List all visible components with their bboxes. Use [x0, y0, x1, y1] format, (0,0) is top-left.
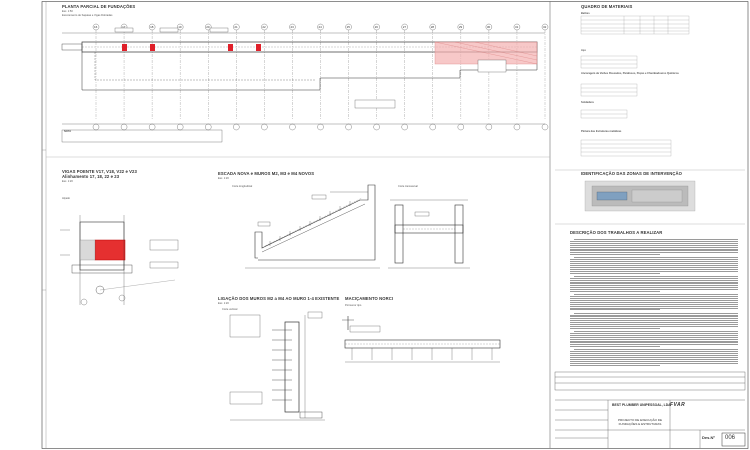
grid-label: 19 — [178, 24, 182, 29]
description-line — [574, 313, 738, 314]
grid-label: 22 — [262, 24, 266, 29]
stair-long-caption: Corte longitudinal — [232, 185, 253, 188]
description-line — [570, 283, 738, 284]
zones-title: IDENTIFICAÇÃO DAS ZONAS DE INTERVENÇÃO — [581, 171, 682, 176]
connection-title: LIGAÇÃO DOS MUROS M2 a M4 AO MURO 1-4 EXISTENTE — [218, 296, 340, 301]
description-line — [570, 346, 660, 347]
description-line — [570, 267, 738, 268]
stair-longitudinal-section — [245, 185, 380, 268]
description-line — [570, 300, 738, 301]
description-line — [570, 344, 738, 345]
grid-bubble-bottom — [514, 124, 520, 130]
wall-connection-section — [230, 312, 325, 420]
vigas-section — [60, 215, 178, 305]
materials-section-1: Aço — [581, 49, 586, 52]
company-name: BEST PLUMBER UNIPESSOAL, LDA — [612, 403, 671, 407]
grid-bubble-bottom — [289, 124, 295, 130]
description-line — [570, 324, 738, 325]
description-line — [570, 298, 738, 299]
drawing-number-label: Des.Nº — [702, 435, 715, 440]
materials-section-2: Ancoragem de Varões Roscados, Parafusos, Peças e Chumbadouros Químicos — [581, 72, 679, 75]
description-line — [570, 273, 660, 274]
description-line — [570, 320, 738, 321]
slab-caption: Pormenor tipo — [345, 304, 362, 307]
materials-table — [581, 16, 689, 156]
grid-label: 27 — [402, 24, 407, 29]
grid-bubble-bottom — [93, 124, 99, 130]
description-line — [570, 361, 738, 362]
stair-scale: Esc. 1:20 — [218, 177, 229, 180]
description-line — [570, 261, 738, 262]
description-line — [570, 241, 738, 242]
description-line — [570, 351, 738, 352]
description-line — [570, 269, 738, 270]
description-line — [570, 302, 738, 303]
description-line — [570, 282, 738, 283]
materials-section-0: Betões — [581, 12, 590, 15]
description-line — [570, 308, 738, 309]
connection-caption: Corte vertical — [222, 308, 238, 311]
grid-label: 24 — [318, 24, 322, 29]
description-line — [570, 252, 738, 253]
materials-section-3: Soldadura — [581, 101, 594, 104]
description-line — [570, 247, 738, 248]
description-line — [570, 365, 660, 366]
zone-plan — [585, 181, 695, 211]
grid-label: 26 — [374, 24, 378, 29]
grid-label: 18 — [150, 24, 154, 29]
grid-label: 25 — [346, 24, 350, 29]
description-line — [574, 276, 738, 277]
description-line — [570, 250, 738, 251]
grid-bubble-bottom — [402, 124, 408, 130]
connection-scale: Esc. 1:20 — [218, 302, 229, 305]
description-line — [570, 322, 738, 323]
description-line — [570, 326, 738, 327]
plan-subtitle: Escoramento de Sapatas e Vigas Dobradas — [62, 14, 113, 17]
description-line — [570, 243, 738, 244]
description-line — [570, 353, 738, 354]
description-line — [570, 341, 738, 342]
description-line — [570, 357, 738, 358]
description-line — [570, 259, 738, 260]
description-line — [574, 239, 738, 240]
description-line — [570, 291, 660, 292]
description-line — [570, 339, 738, 340]
stair-transverse-section — [388, 200, 470, 268]
grid-bubble-bottom — [486, 124, 492, 130]
grid-bubble-bottom — [346, 124, 352, 130]
materials-section-4: Pintura das Estruturas metálicas — [581, 130, 622, 133]
vigas-title: VIGAS POENTE V17, V18, V22 e V23 — [62, 169, 137, 174]
grid-label: 17 — [122, 24, 126, 29]
description-line — [570, 306, 738, 307]
vigas-scale: Esc. 1:20 — [62, 180, 73, 183]
plan-scale: Esc. 1:50 — [62, 10, 73, 13]
description-line — [570, 265, 738, 266]
description-line — [574, 294, 738, 295]
description-line — [570, 296, 738, 297]
stair-title: ESCADA NOVA e MUROS M2, M3 e M4 NOVOS — [218, 171, 315, 176]
grid-label: 23 — [290, 24, 294, 29]
description-line — [574, 257, 738, 258]
grid-bubble-bottom — [458, 124, 464, 130]
description-line — [570, 342, 738, 343]
description-line — [570, 263, 738, 264]
drawing-number: 006 — [725, 435, 736, 441]
grid-bubble-bottom — [430, 124, 436, 130]
vigas-subtitle: Alinhamento 17, 18, 22 e 23 — [62, 174, 120, 179]
grid-bubble-bottom — [205, 124, 211, 130]
grid-bubble-bottom — [374, 124, 380, 130]
description-line — [570, 249, 738, 250]
grid-bubble-bottom — [121, 124, 127, 130]
description-line — [570, 315, 738, 316]
description-line — [570, 304, 738, 305]
stair-trans-caption: Corte transversal — [398, 185, 418, 188]
grid-label: 30 — [486, 24, 491, 29]
materials-title: QUADRO DE MATERIAIS — [581, 4, 633, 9]
description-line — [570, 335, 738, 336]
grid-label: 16 — [94, 24, 98, 29]
description-title: DESCRIÇÃO DOS TRABALHOS A REALIZAR — [570, 230, 663, 235]
description-line — [570, 309, 660, 310]
description-line — [570, 359, 738, 360]
description-line — [570, 318, 738, 319]
description-line — [574, 331, 738, 332]
plan-note-title: NOTA — [64, 130, 72, 133]
description-line — [570, 363, 738, 364]
grid-label: 28 — [430, 24, 435, 29]
description-line — [570, 287, 738, 288]
grid-label: 29 — [458, 24, 463, 29]
grid-bubble-bottom — [177, 124, 183, 130]
project-name: PROJECTO DE EXECUÇÃO DE FUNDAÇÕES E ESTRUTURAS — [618, 418, 662, 426]
grid-label: 32 — [543, 24, 547, 29]
description-line — [570, 254, 660, 255]
logo: FVAR — [670, 402, 686, 408]
grid-bubble-bottom — [542, 124, 548, 130]
grid-label: 20 — [206, 24, 210, 29]
description-line — [570, 337, 738, 338]
description-line — [570, 245, 738, 246]
slab-detail-section — [342, 316, 500, 362]
description-line — [570, 278, 738, 279]
description-line — [570, 316, 738, 317]
grid-label: 31 — [514, 24, 519, 29]
grid-bubble-bottom — [261, 124, 267, 130]
title-block-frame — [46, 372, 746, 448]
description-line — [570, 289, 738, 290]
grid-bubble-bottom — [149, 124, 155, 130]
description-line — [570, 328, 660, 329]
description-line — [570, 355, 738, 356]
grid-bubble-bottom — [318, 124, 324, 130]
description-line — [570, 333, 738, 334]
description-line — [570, 285, 738, 286]
grid-label: 21 — [234, 24, 238, 29]
vigas-caption: Alçado — [62, 197, 70, 200]
description-line — [570, 271, 738, 272]
foundation-plan — [62, 24, 548, 142]
grid-bubble-bottom — [233, 124, 239, 130]
description-line — [574, 349, 738, 350]
description-line — [570, 280, 738, 281]
slab-title: MACIÇAMENTO NORCI — [345, 296, 394, 301]
plan-title: PLANTA PARCIAL DE FUNDAÇÕES — [62, 4, 136, 9]
